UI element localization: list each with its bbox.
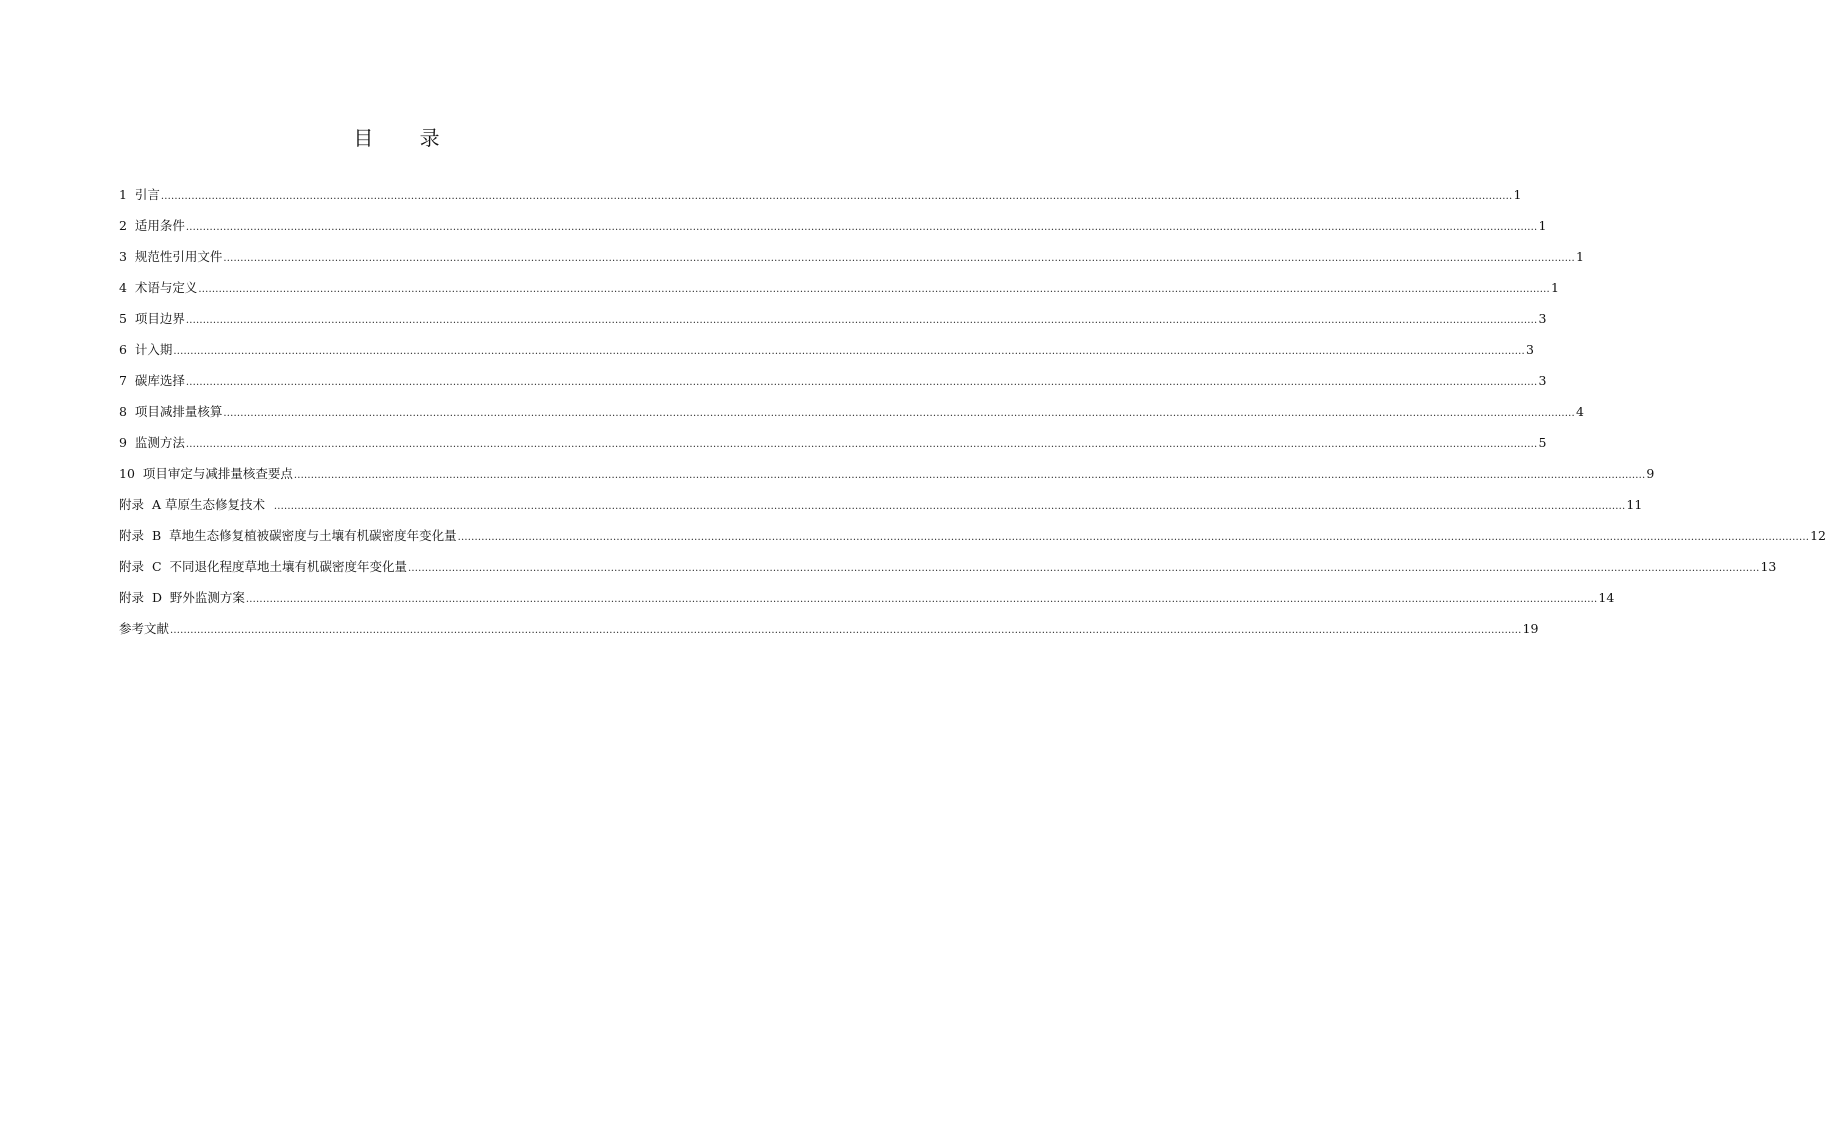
toc-entry[interactable] (119, 247, 1584, 278)
toc-entry[interactable] (119, 557, 1777, 588)
toc-entry[interactable] (119, 433, 1547, 464)
toc-entry[interactable] (119, 619, 1539, 650)
toc-entry-label: 附录 B 草地生态修复植被碳密度与土壤有机碳密度年变化量 (119, 528, 457, 543)
toc-entry-label: 7 碳库选择 (119, 373, 185, 388)
toc-leader-dots: ................................................................................................................................................................................................................................................................................................................................................................................................................ (198, 284, 1550, 295)
toc-entry[interactable] (119, 495, 1643, 526)
toc-entry-page: 13 (1760, 559, 1777, 574)
toc-entry-page: 9 (1646, 466, 1655, 481)
toc-leader-dots: ................................................................................................................................................................................................................................................................................................................................................................................................................ (273, 501, 1626, 512)
toc-entry[interactable] (119, 526, 1826, 557)
toc-leader-dots: ................................................................................................................................................................................................................................................................................................................................................................................................................ (160, 191, 1513, 202)
toc-leader-dots: ................................................................................................................................................................................................................................................................................................................................................................................................................ (457, 532, 1810, 543)
toc-entry-page: 5 (1538, 435, 1547, 450)
toc-entry-page: 3 (1538, 311, 1547, 326)
toc-entry[interactable] (119, 464, 1655, 495)
toc-entry[interactable] (119, 216, 1547, 247)
toc-leader-dots: ................................................................................................................................................................................................................................................................................................................................................................................................................ (293, 470, 1646, 481)
toc-leader-dots: ................................................................................................................................................................................................................................................................................................................................................................................................................ (185, 315, 1538, 326)
toc-leader-dots: ................................................................................................................................................................................................................................................................................................................................................................................................................ (173, 346, 1525, 357)
toc-entry-page: 19 (1522, 621, 1539, 636)
toc-entry-label: 10 项目审定与减排量核查要点 (119, 466, 293, 481)
toc-entry-label: 5 项目边界 (119, 311, 185, 326)
toc-title: 目 录 (353, 126, 460, 150)
toc-leader-dots: ................................................................................................................................................................................................................................................................................................................................................................................................................ (407, 563, 1760, 574)
toc-entry-page: 3 (1538, 373, 1547, 388)
toc-leader-dots: ................................................................................................................................................................................................................................................................................................................................................................................................................ (223, 408, 1575, 419)
toc-leader-dots: ................................................................................................................................................................................................................................................................................................................................................................................................................ (245, 594, 1598, 605)
toc-leader-dots: ................................................................................................................................................................................................................................................................................................................................................................................................................ (223, 253, 1575, 264)
toc-entry-label: 附录 D 野外监测方案 (119, 590, 245, 605)
toc-leader-dots: ................................................................................................................................................................................................................................................................................................................................................................................................................ (185, 377, 1538, 388)
toc-entry-page: 1 (1550, 280, 1559, 295)
toc-entry-page: 1 (1575, 249, 1584, 264)
toc-list (119, 185, 1826, 650)
toc-entry[interactable] (119, 185, 1522, 216)
toc-entry-label: 1 引言 (119, 187, 160, 202)
toc-entry-label: 9 监测方法 (119, 435, 185, 450)
toc-entry-page: 12 (1810, 528, 1826, 543)
toc-entry[interactable] (119, 278, 1559, 309)
toc-leader-dots: ................................................................................................................................................................................................................................................................................................................................................................................................................ (170, 625, 1522, 636)
toc-entry-label: 6 计入期 (119, 342, 173, 357)
toc-entry-page: 3 (1525, 342, 1534, 357)
toc-entry-label: 2 适用条件 (119, 218, 185, 233)
toc-entry[interactable] (119, 588, 1615, 619)
toc-entry-label: 附录 A 草原生态修复技术 (119, 497, 273, 512)
toc-leader-dots: ................................................................................................................................................................................................................................................................................................................................................................................................................ (185, 439, 1538, 450)
toc-entry[interactable] (119, 402, 1584, 433)
toc-leader-dots: ................................................................................................................................................................................................................................................................................................................................................................................................................ (185, 222, 1538, 233)
toc-entry[interactable] (119, 309, 1547, 340)
toc-entry-page: 11 (1626, 497, 1643, 512)
toc-entry-page: 1 (1538, 218, 1547, 233)
toc-entry[interactable] (119, 340, 1534, 371)
toc-entry[interactable] (119, 371, 1547, 402)
toc-entry-label: 8 项目减排量核算 (119, 404, 223, 419)
toc-entry-page: 1 (1513, 187, 1522, 202)
toc-entry-page: 14 (1598, 590, 1615, 605)
toc-entry-label: 参考文献 (119, 621, 170, 636)
toc-entry-label: 3 规范性引用文件 (119, 249, 223, 264)
toc-entry-label: 附录 C 不同退化程度草地土壤有机碳密度年变化量 (119, 559, 407, 574)
toc-entry-label: 4 术语与定义 (119, 280, 198, 295)
toc-entry-page: 4 (1575, 404, 1584, 419)
